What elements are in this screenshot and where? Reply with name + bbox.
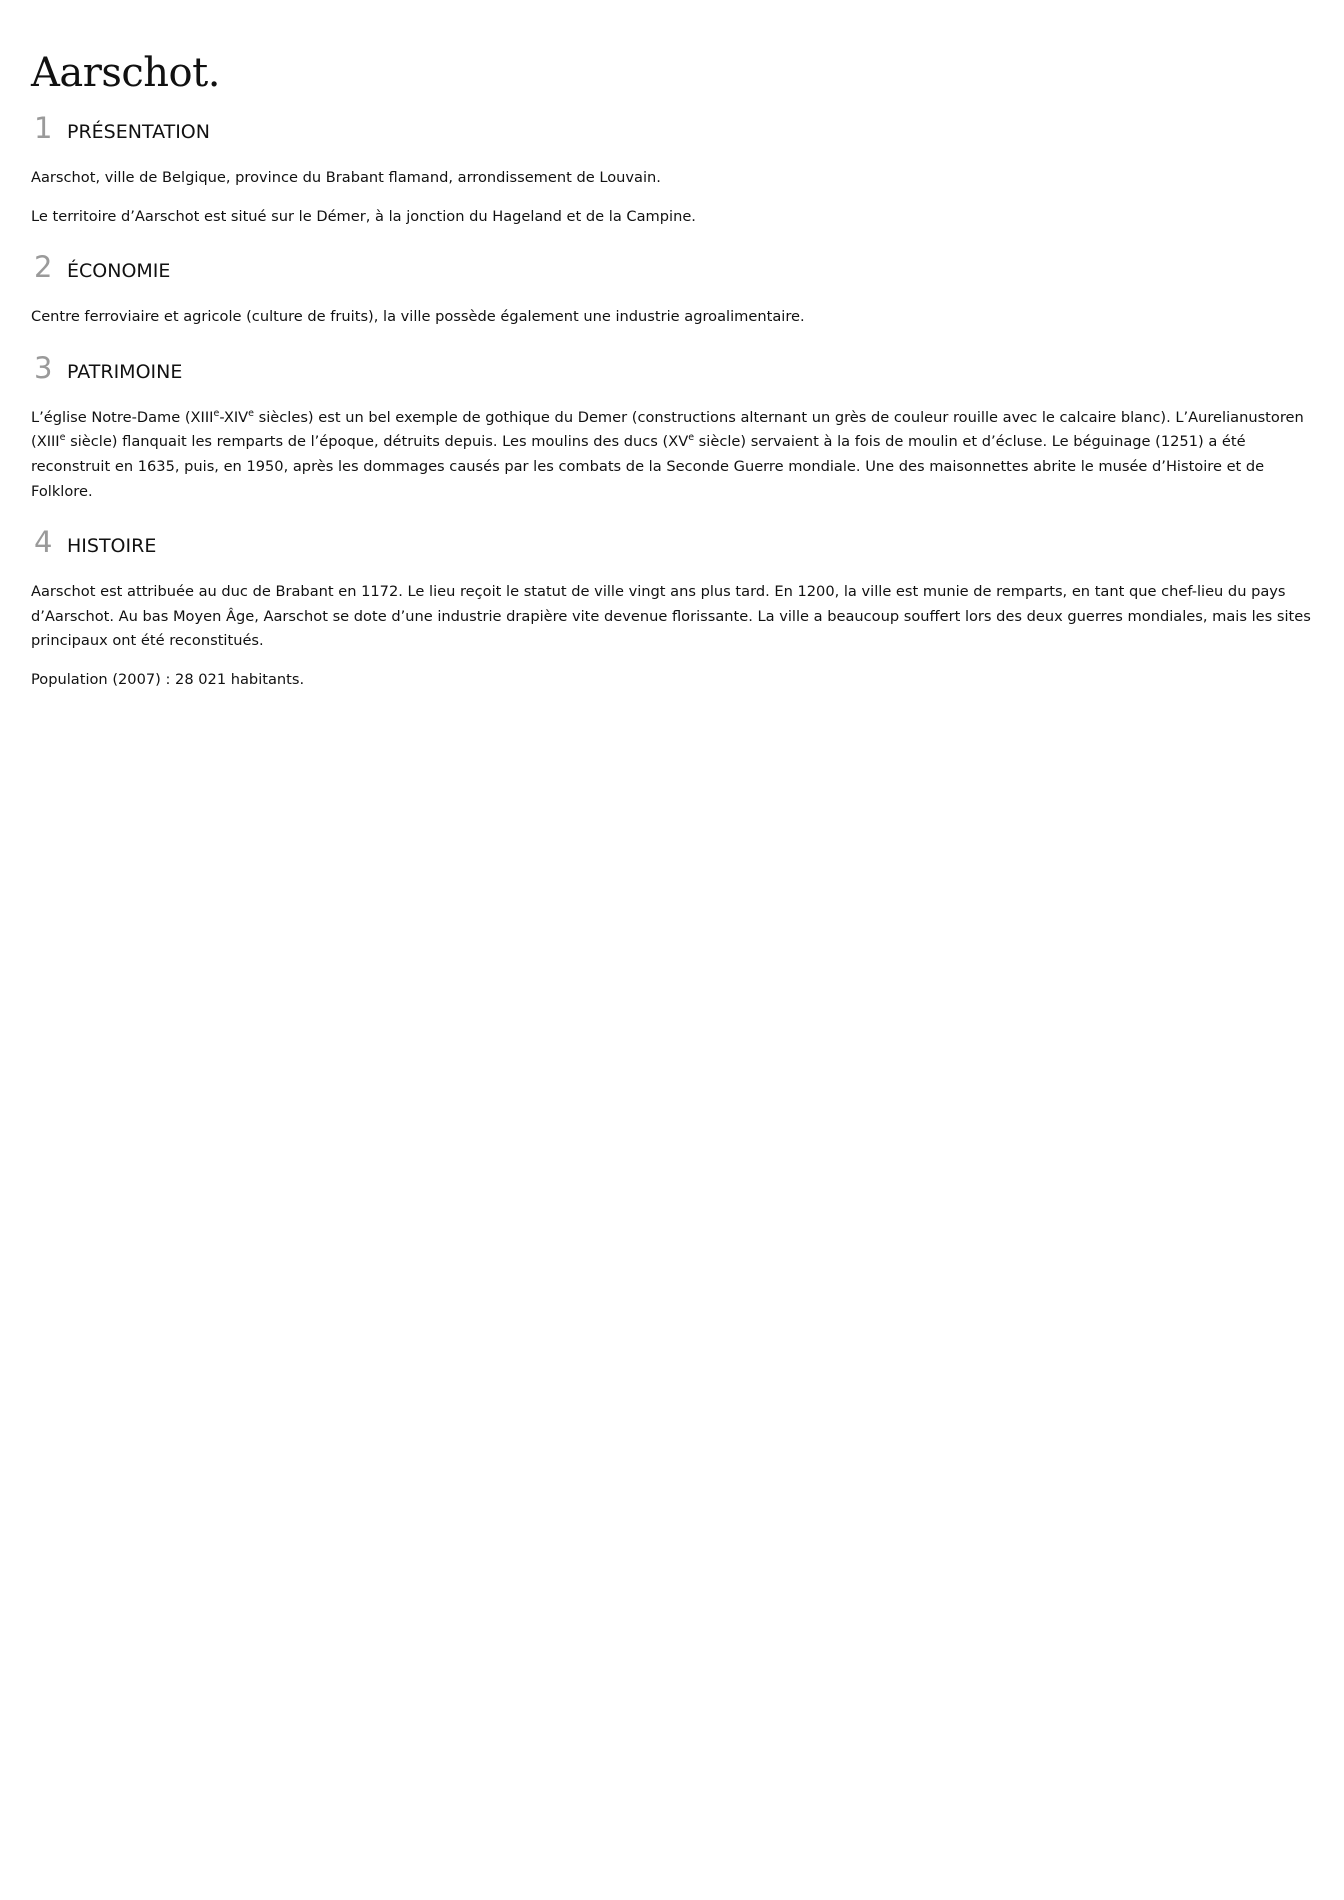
section-heading: [31, 249, 1313, 289]
section-patrimoine: [31, 350, 1313, 504]
section-title: PRÉSENTATION: [67, 121, 210, 143]
section-heading: [31, 524, 1313, 564]
paragraph: Aarschot est attribuée au duc de Brabant en 1172. Le lieu reçoit le statut de ville vingt ans plus tard. En 1200, la ville est munie de remparts, en tant que chef-lieu du pays d’Aarschot. Au bas Moyen Âge, Aarschot se dote d’une industrie drapière vite devenue florissante. La ville a beaucoup souffert lors des deux guerres mondiales, mais les sites principaux ont été reconstitués.: [31, 583, 1311, 650]
paragraph: Centre ferroviaire et agricole (culture de fruits), la ville possède également une industrie agroalimentaire.: [31, 308, 805, 326]
paragraph: Le territoire d’Aarschot est situé sur le Démer, à la jonction du Hageland et de la Campine.: [31, 207, 696, 225]
page-title: Aarschot.: [31, 50, 220, 96]
paragraph: L’église Notre-Dame (XIIIe-XIVe siècles) est un bel exemple de gothique du Demer (constructions alternant un grès de couleur rouille avec le calcaire blanc). L’Aurelianustoren (XIIIe siècle) flanquait les remparts de l’époque, détruits depuis. Les moulins des ducs (XVe siècle) servaient à la fois de moulin et d’écluse. Le béguinage (1251) a été reconstruit en 1635, puis, en 1950, après les dommages causés par les combats de la Seconde Guerre mondiale. Une des maisonnettes abrite le musée d’Histoire et de Folklore.: [31, 407, 1304, 500]
section-heading: [31, 350, 1313, 390]
section-number: 4: [34, 525, 53, 560]
section-histoire: [31, 524, 1313, 692]
section-title: HISTOIRE: [67, 535, 157, 558]
section-presentation: [31, 110, 1313, 229]
section-number: 3: [34, 350, 53, 385]
section-title: PATRIMOINE: [67, 360, 183, 383]
section-title: ÉCONOMIE: [67, 260, 171, 283]
section-heading: [31, 110, 1313, 150]
section-number: 1: [34, 111, 53, 145]
paragraph: Aarschot, ville de Belgique, province du Brabant flamand, arrondissement de Louvain.: [31, 169, 661, 186]
paragraph: Population (2007) : 28 021 habitants.: [31, 670, 305, 688]
section-number: 2: [34, 250, 53, 285]
section-economie: [31, 249, 1313, 330]
